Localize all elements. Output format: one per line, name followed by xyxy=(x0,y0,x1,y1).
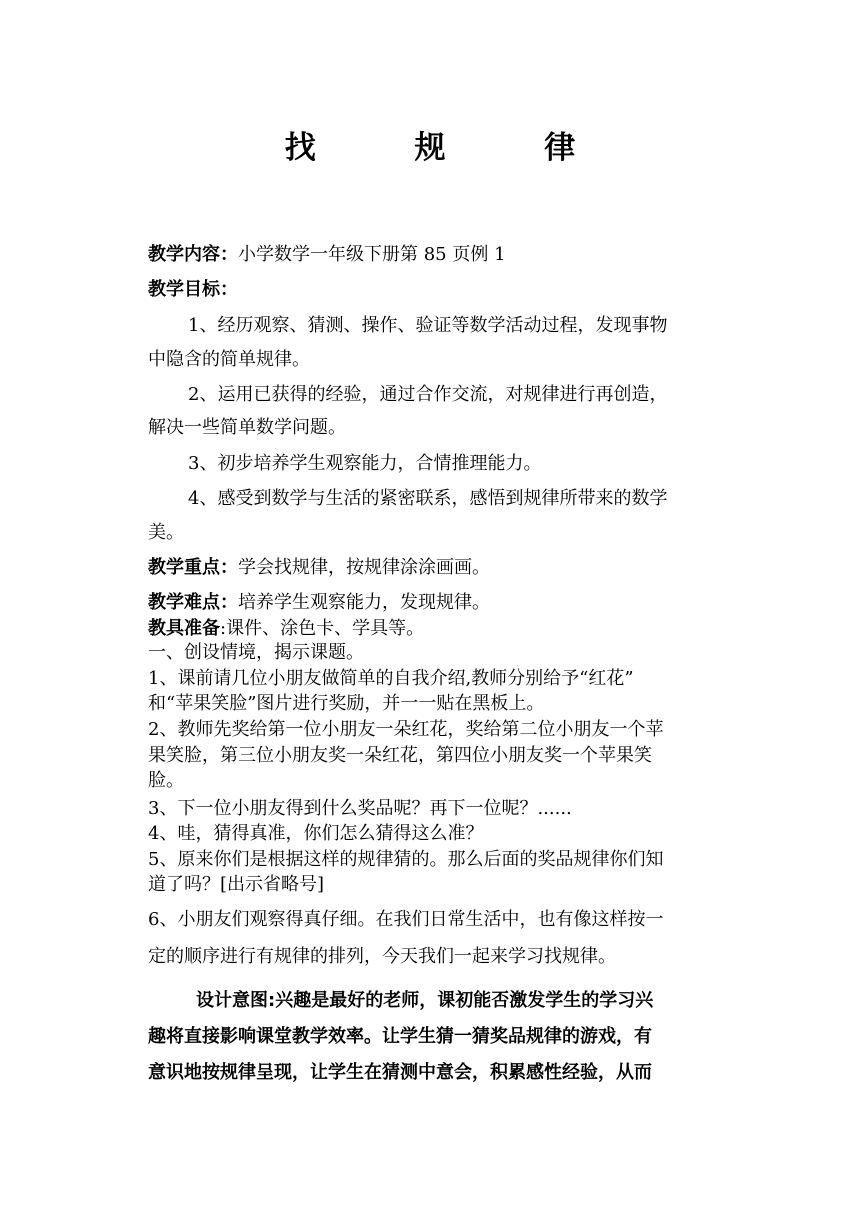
step-1-line-a: 1、课前请几位小朋友做简单的自我介绍,教师分别给予“红花” xyxy=(148,668,634,689)
teaching-content-line xyxy=(148,240,728,266)
teaching-goals-label: 教学目标： xyxy=(148,279,238,300)
teaching-tools-line xyxy=(148,614,728,640)
teaching-difficulty-label: 教学难点： xyxy=(148,592,238,613)
step-2-line-a: 2、教师先奖给第一位小朋友一朵红花，奖给第二位小朋友一个苹 xyxy=(148,719,664,740)
teaching-focus-line xyxy=(148,553,728,579)
step-5-line-a: 5、原来你们是根据这样的规律猜的。那么后面的奖品规律你们知 xyxy=(148,849,664,870)
design-intent-line-3: 意识地按规律呈现，让学生在猜测中意会，积累感性经验，从而 xyxy=(148,1062,652,1083)
design-intent-line-1: 设计意图:兴趣是最好的老师，课初能否激发学生的学习兴 xyxy=(196,990,654,1011)
step-6-line-b: 定的顺序进行有规律的排列，今天我们一起来学习找规律。 xyxy=(148,946,616,967)
teaching-content-label: 教学内容： xyxy=(148,244,238,265)
section-1-heading: 一、创设情境，揭示课题。 xyxy=(148,642,364,663)
step-5-line-b: 道了吗？[出示省略号] xyxy=(148,874,325,895)
step-1-line-b: 和“苹果笑脸”图片进行奖励，并一一贴在黑板上。 xyxy=(148,693,545,714)
goal-1-line-b: 中隐含的简单规律。 xyxy=(148,349,310,370)
goal-4-line-b: 美。 xyxy=(148,522,184,543)
document-title: 找 规 律 xyxy=(284,130,620,166)
teaching-difficulty-line xyxy=(148,588,728,614)
goal-2-line-b: 解决一些简单数学问题。 xyxy=(148,417,346,438)
teaching-focus-label: 教学重点： xyxy=(148,557,238,578)
teaching-focus-value: 学会找规律，按规律涂涂画画。 xyxy=(238,557,490,578)
step-4-line: 4、哇，猜得真准，你们怎么猜得这么准？ xyxy=(148,823,484,844)
goal-4-line-a: 4、感受到数学与生活的紧密联系，感悟到规律所带来的数学 xyxy=(188,488,668,509)
teaching-difficulty-value: 培养学生观察能力，发现规律。 xyxy=(238,592,490,613)
teaching-goals-line xyxy=(148,275,728,301)
teaching-tools-value: :课件、涂色卡、学具等。 xyxy=(220,618,425,639)
step-2-line-c: 脸。 xyxy=(148,770,184,791)
goal-1-line-a: 1、经历观察、猜测、操作、验证等数学活动过程，发现事物 xyxy=(188,315,668,336)
step-2-line-b: 果笑脸，第三位小朋友奖一朵红花，第四位小朋友奖一个苹果笑 xyxy=(148,745,652,766)
goal-3-line: 3、初步培养学生观察能力，合情推理能力。 xyxy=(188,453,542,474)
design-intent-line-2: 趣将直接影响课堂教学效率。让学生猜一猜奖品规律的游戏，有 xyxy=(148,1026,652,1047)
step-3-line: 3、下一位小朋友得到什么奖品呢？再下一位呢？...... xyxy=(148,798,572,819)
goal-2-line-a: 2、运用已获得的经验，通过合作交流，对规律进行再创造， xyxy=(188,384,668,405)
teaching-content-value: 小学数学一年级下册第 85 页例 1 xyxy=(238,244,506,265)
teaching-tools-label: 教具准备 xyxy=(148,618,220,639)
step-6-line-a: 6、小朋友们观察得真仔细。在我们日常生活中，也有像这样按一 xyxy=(148,909,664,930)
